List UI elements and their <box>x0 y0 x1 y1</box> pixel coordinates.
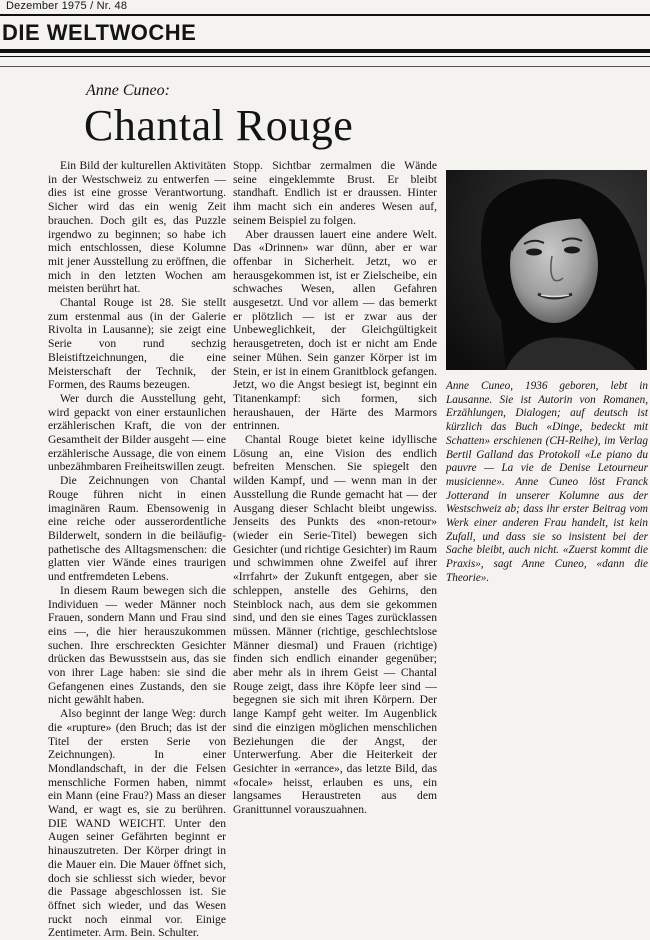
paragraph: Die Zeichnungen von Chantal Rouge führen nicht in einen imaginären Raum. Ebensowenig in eine reiche oder ausserordentliche Bilderwelt, sondern in die beiläufig-pathetische des Alltagsmenschen: die glatten vier Wände eines traurigen und entfremdeten Lebens. <box>48 474 226 584</box>
author-line: Anne Cuneo: <box>86 82 170 99</box>
paragraph: Chantal Rouge ist 28. Sie stellt zum erstenmal aus (in der Galerie Rivolta in Lausanne); sie zeigt eine Serie von rund sechzig Bleistiftzeichnungen, die eine Meisterschaft der Technik, der Formen, des Raums bezeugen. <box>48 296 226 392</box>
paragraph: Stopp. Sichtbar zermalmen die Wände seine eingeklemmte Brust. Er bleibt standhaft. Endlich ist er draussen. Hinter ihm macht sich ein anderes Wesen auf, seinem Beispiel zu folgen. <box>233 159 437 227</box>
paragraph: Also beginnt der lange Weg: durch die «rupture» (den Bruch; das ist der Titel der ersten Serie von Zeichnungen). In einer Mondlandschaft, in der die Felsen menschliche Formen haben, nimmt ein Mann (eine Frau?) Mass an dieser Wand, er wagt es, sie zu berühren. DIE WAND WEICHT. Unter den Augen seiner Gefährten beginnt er hinauszutreten. Der Körper dringt in die Mauer ein. Die Mauer öffnet sich, doch sie schliesst sich wieder, bevor die Passage abgeschlossen ist. Sie öffnet sich wieder, und das Wesen ruckt noch einmal vor. Einige Zentimeter. Arm. Bein. Schulter. <box>48 707 226 940</box>
paragraph: Ein Bild der kulturellen Aktivitäten in der Westschweiz zu entwerfen — dies ist eine grosse Verantwortung. Sicher wird das ein wenig Zeit brauchen. Doch gilt es, das Puzzle irgendwo zu beginnen; so habe ich mich entschlossen, diese Kolumne mit jener Ausstellung zu eröffnen, die mich in den letzten Wochen am meisten berührt hat. <box>48 159 226 296</box>
masthead: DIE WELTWOCHE <box>2 20 197 45</box>
paragraph: Wer durch die Ausstellung geht, wird gepackt von einer erstaunlichen erzählerischen Kraft, die von der Gesamtheit der Bilder ausgeht — eine erzählerische Aussage, die von einem unbezähmbaren Freiheitswillen zeugt. <box>48 391 226 474</box>
headline: Chantal Rouge <box>84 101 354 150</box>
paragraph: Chantal Rouge bietet keine idyllische Lösung an, eine Vision des endlich befreiten Menschen. Sie spiegelt den wilden Kampf, und — wenn man in der Ausstellung die Runde gemacht hat — der Ausgang dieser Schlacht bleibt ungewiss. Jenseits des Punkts des «non-retour» (wieder ein Serie-Titel) bewegen sich Gesichter (und richtige Gesichter) im Raum und schwimmen ohne Zweifel auf ihrer «Irrfahrt» der Zukunft entgegen, aber sie schleppen, anstelle des Gehirns, den Steinblock nach, aus dem sie gekommen sind, und den sie eines Tages zurücklassen müssen. Männer (richtige, geschlechtslose Männer diesmal) und Frauen (richtige) finden sich endlich einander gegenüber; aber mehr als in ihrem Geist — Chantal Rouge zeigt, dass ihre Köpfe leer sind — begegnen sie sich mit ihren Körpern. Der lange Kampf geht weiter. Im Augenblick sind die einzigen möglichen menschlichen Beziehungen die der Angst, der Unterwerfung. Aber die Heiterkeit der Gesichter in «errance», das letzte Bild, das «focale» heisst, erlauben es uns, ein langsames Heraustreten aus dem Granittunnel vorauszuahnen. <box>233 433 437 817</box>
article-column-1 <box>48 159 226 940</box>
masthead-rule-third <box>0 66 650 67</box>
top-rule <box>0 14 650 16</box>
article-column-2 <box>233 159 437 817</box>
photo-caption: Anne Cuneo, 1936 geboren, lebt in Lausanne. Sie ist Autorin von Romanen, Erzählungen, Dialogen; auf deutsch ist kürzlich das Buch «Dinge, bedeckt mit Schatten» erschienen (CH-Reihe), im Verlag Bertil Galland das Protokoll «Le piano du pauvre — La vie de Denise Letourneur musicienne». Anne Cuneo löst Franck Jotterand in unserer Kolumne aus der Westschweiz ab; dass ihr erster Beitrag vom Werk einer anderen Frau handelt, ist kein Zufall, und dass sie so insistent bei der Sache bleibt, auch nicht. «Zuerst kommt die Praxis», sagt Anne Cuneo, «dann die Theorie». <box>446 380 648 584</box>
dateline: Dezember 1975 / Nr. 48 <box>6 0 128 12</box>
portrait-illustration <box>446 170 647 370</box>
masthead-rule-thick <box>0 49 650 53</box>
paragraph: Aber draussen lauert eine andere Welt. Das «Drinnen» war dünn, aber er war offenbar in Sicherheit. Jetzt, wo er herausgekommen ist, ist er Zielscheibe, ein schwaches Wesen, allen Gefahren ausgesetzt. Und vor allem — das bemerkt er plötzlich — ist er zwar aus der Unbeweglichkeit, der Gleichgültigkeit herausgetreten, doch ist er nicht am Ende seiner Mühen. Sein ganzer Körper ist im Stein, er ist in einem Granitblock gefangen. Jetzt, wo die Angst besiegt ist, beginnt ein Titanenkampf: sich formen, sich heraushauen, der Härte des Marmors entrinnen. <box>233 227 437 433</box>
masthead-rule-thin <box>0 56 650 57</box>
author-portrait-photo <box>446 170 647 370</box>
paragraph: In diesem Raum bewegen sich die Individuen — weder Männer noch Frauen, sondern Mann und Frau sind eins —, die hier herauszukommen suchen. Ihre erschreckten Gesichter drücken das Bewusstsein aus, das sie von ihrer Lage haben: sie sind die Gefangenen eines Zustands, den sie nicht gewählt haben. <box>48 583 226 707</box>
